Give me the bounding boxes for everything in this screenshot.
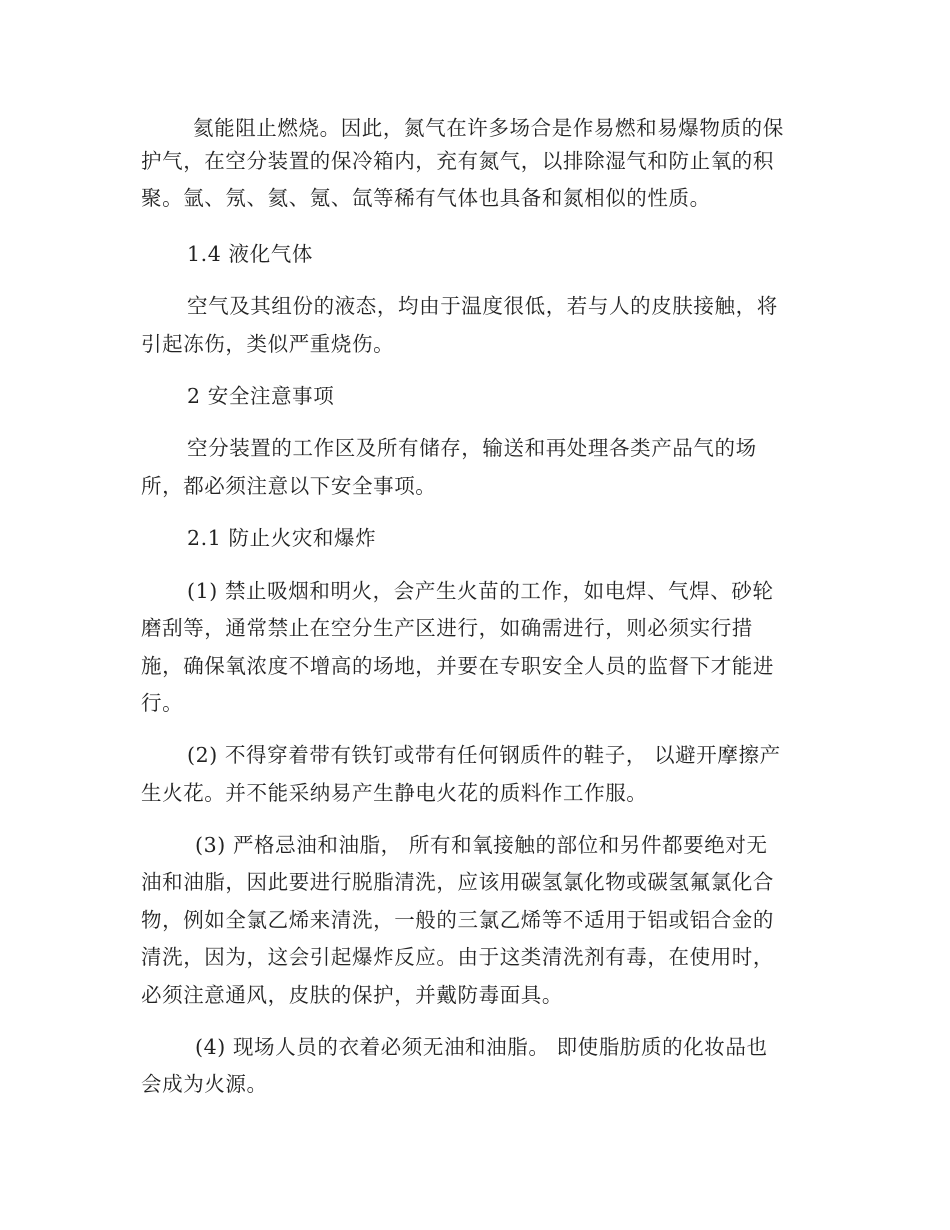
paragraph-line: (2) 不得穿着带有铁钉或带有任何钢质件的鞋子， 以避开摩擦产 — [187, 743, 781, 767]
paragraph-line: 必须注意通风，皮肤的保护，并戴防毒面具。 — [141, 983, 563, 1007]
paragraph-line: 空分装置的工作区及所有储存，输送和再处理各类产品气的场 — [187, 436, 757, 460]
paragraph-line: 清洗，因为，这会引起爆炸反应。由于这类清洗剂有毒，在使用时， — [141, 945, 774, 969]
paragraph-line: (1) 禁止吸烟和明火，会产生火苗的工作，如电焊、气焊、砂轮 — [187, 579, 774, 603]
paragraph-line: (3) 严格忌油和油脂， 所有和氧接触的部位和另件都要绝对无 — [195, 833, 768, 857]
paragraph-line: 生火花。并不能采纳易产生静电火花的质料作工作服。 — [141, 781, 648, 805]
paragraph-line: 会成为火源。 — [141, 1072, 268, 1096]
paragraph-line: 聚。氩、氖、氦、氪、氙等稀有气体也具备和氮相似的性质。 — [141, 186, 711, 210]
paragraph-line: 施，确保氧浓度不增高的场地，并要在专职安全人员的监督下才能进 — [141, 654, 774, 678]
paragraph-line: 氦能阻止燃烧。因此，氮气在许多场合是作易燃和易爆物质的保 — [193, 116, 784, 140]
paragraph-line: 护气，在空分装置的保冷箱内，充有氮气，以排除湿气和防止氧的积 — [141, 149, 774, 173]
section-heading: 2 安全注意事项 — [187, 384, 335, 408]
section-heading: 2.1 防止火灾和爆炸 — [187, 526, 377, 550]
paragraph-line: 引起冻伤，类似严重烧伤。 — [141, 332, 395, 356]
paragraph-line: 油和油脂，因此要进行脱脂清洗，应该用碳氢氯化物或碳氢氟氯化合 — [141, 870, 774, 894]
paragraph-line: (4) 现场人员的衣着必须无油和油脂。 即使脂肪质的化妆品也 — [195, 1035, 768, 1059]
paragraph-line: 空气及其组份的液态，均由于温度很低，若与人的皮肤接触，将 — [187, 294, 778, 318]
paragraph-line: 磨刮等，通常禁止在空分生产区进行，如确需进行，则必须实行措 — [141, 616, 753, 640]
paragraph-line: 物，例如全氯乙烯来清洗，一般的三氯乙烯等不适用于铝或铝合金的 — [141, 908, 774, 932]
paragraph-line: 所，都必须注意以下安全事项。 — [141, 474, 437, 498]
section-heading: 1.4 液化气体 — [187, 242, 313, 266]
paragraph-line: 行。 — [141, 691, 184, 715]
